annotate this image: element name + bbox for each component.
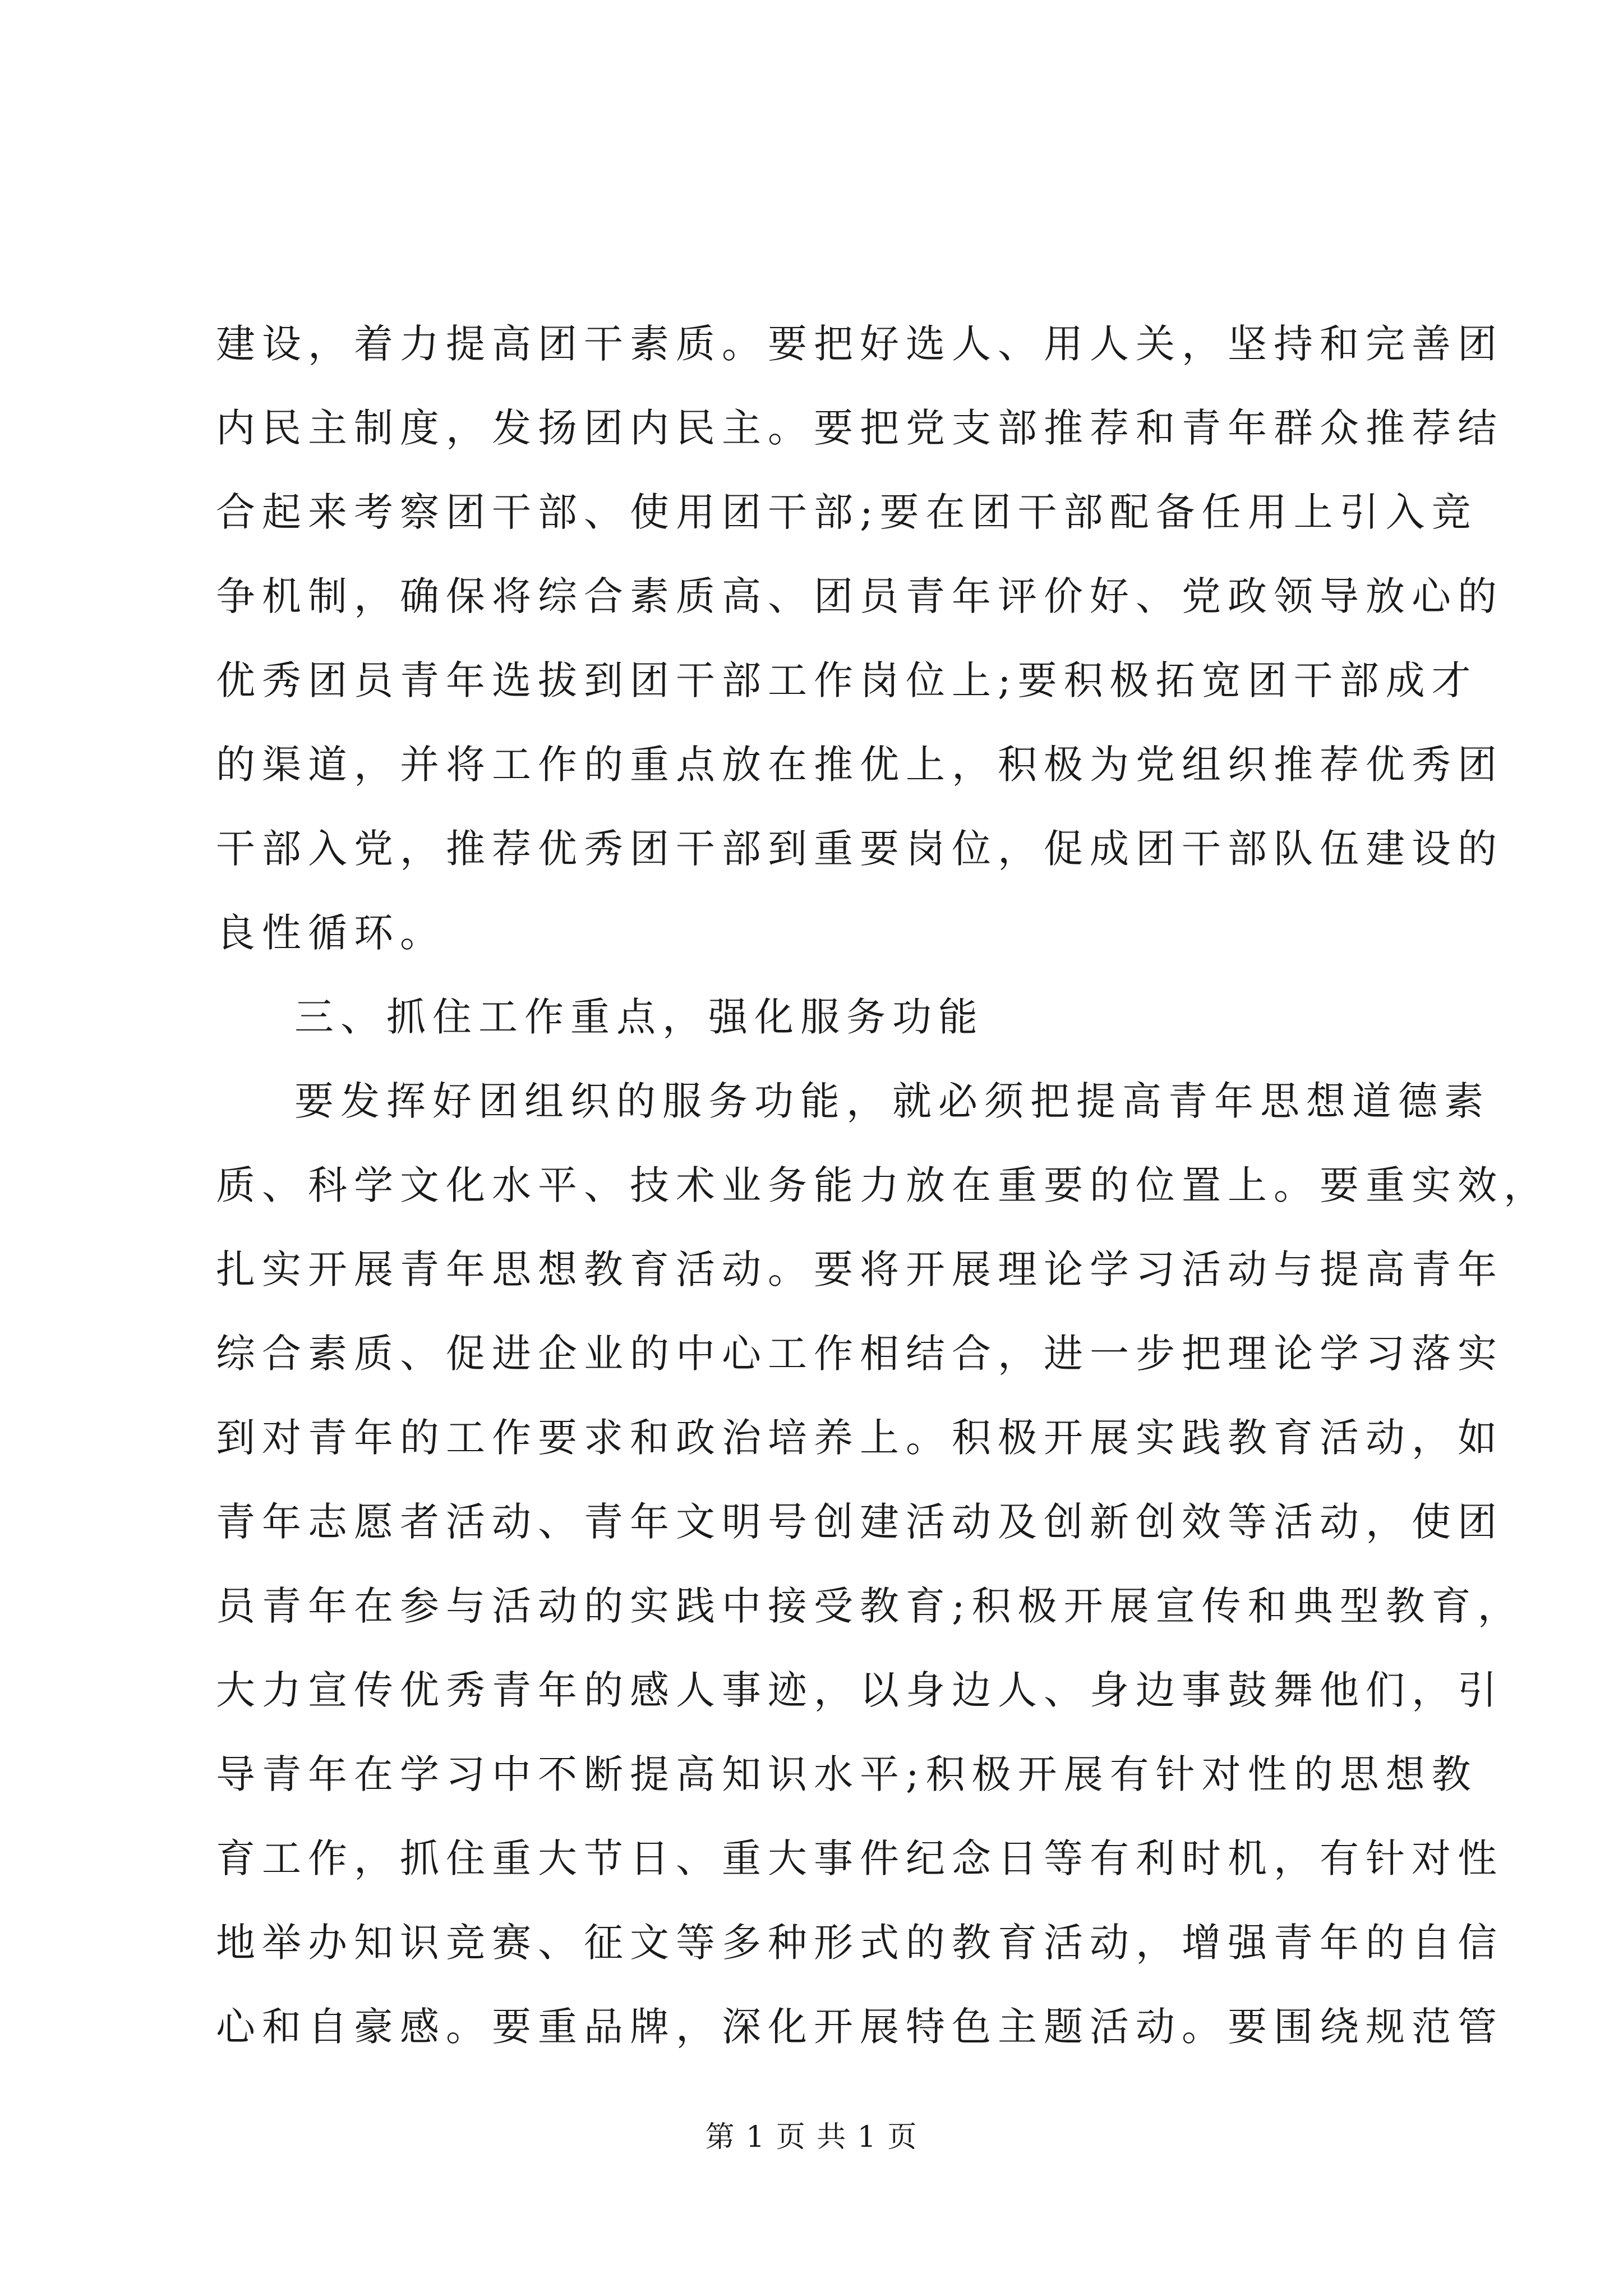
- text-line: 的渠道，并将工作的重点放在推优上，积极为党组织推荐优秀团: [216, 742, 1504, 788]
- text-line: 青年志愿者活动、青年文明号创建活动及创新创效等活动，使团: [216, 1499, 1504, 1545]
- document-body: [216, 302, 1550, 2069]
- text-line: 建设，着力提高团干素质。要把好选人、用人关，坚持和完善团: [216, 321, 1504, 367]
- text-line: 干部入党，推荐优秀团干部到重要岗位，促成团干部队伍建设的: [216, 826, 1504, 872]
- section-heading: 三、抓住工作重点，强化服务功能: [294, 994, 984, 1040]
- text-line: 优秀团员青年选拔到团干部工作岗位上;要积极拓宽团干部成才: [216, 657, 1478, 703]
- text-line: 合起来考察团干部、使用团干部;要在团干部配备任用上引入竞: [216, 489, 1478, 535]
- text-line: 内民主制度，发扬团内民主。要把党支部推荐和青年群众推荐结: [216, 405, 1504, 451]
- text-line: 争机制，确保将综合素质高、团员青年评价好、党政领导放心的: [216, 573, 1504, 619]
- text-line: 质、科学文化水平、技术业务能力放在重要的位置上。要重实效，: [216, 1162, 1550, 1208]
- text-line: 到对青年的工作要求和政治培养上。积极开展实践教育活动，如: [216, 1415, 1504, 1461]
- text-line: 综合素质、促进企业的中心工作相结合，进一步把理论学习落实: [216, 1331, 1504, 1377]
- text-line: 大力宣传优秀青年的感人事迹，以身边人、身边事鼓舞他们，引: [216, 1667, 1504, 1713]
- text-line: 心和自豪感。要重品牌，深化开展特色主题活动。要围绕规范管: [216, 2004, 1504, 2050]
- text-line: 要发挥好团组织的服务功能，就必须把提高青年思想道德素: [294, 1078, 1490, 1124]
- text-line: 地举办知识竞赛、征文等多种形式的教育活动，增强青年的自信: [216, 1920, 1504, 1966]
- text-line: 扎实开展青年思想教育活动。要将开展理论学习活动与提高青年: [216, 1246, 1504, 1292]
- text-line: 导青年在学习中不断提高知识水平;积极开展有针对性的思想教: [216, 1751, 1478, 1797]
- text-line: 育工作，抓住重大节日、重大事件纪念日等有利时机，有针对性: [216, 1835, 1504, 1881]
- page-footer: [0, 2115, 1623, 2160]
- page-number-label: 第 1 页 共 1 页: [705, 2120, 918, 2154]
- text-line: 员青年在参与活动的实践中接受教育;积极开展宣传和典型教育，: [216, 1583, 1524, 1629]
- text-line: 良性循环。: [216, 910, 446, 956]
